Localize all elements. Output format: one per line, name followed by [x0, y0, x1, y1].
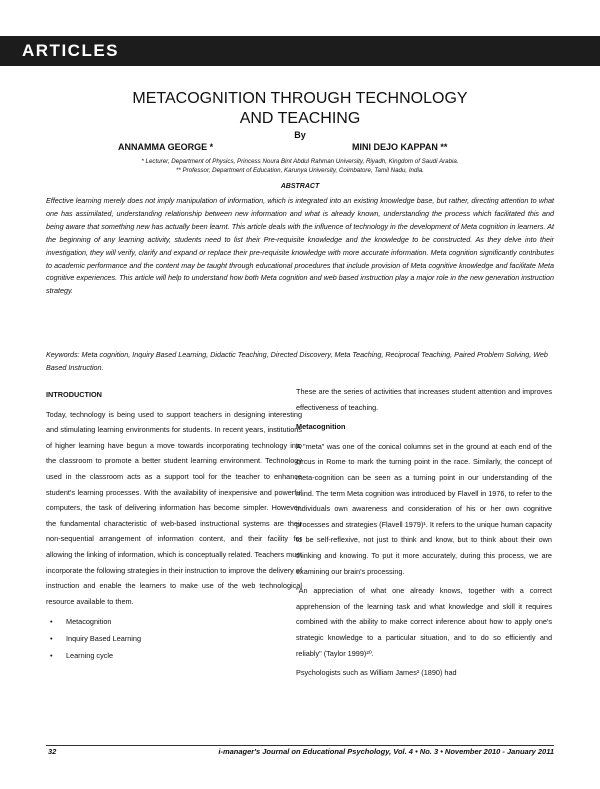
keywords: Keywords: Meta cognition, Inquiry Based Learning, Didactic Teaching, Directed Discovery, Meta Teaching, Reciprocal Teaching, Paired Problem Solving, Web Based Instruction. [46, 350, 548, 372]
footer-divider [46, 745, 554, 746]
author-2: MINI DEJO KAPPAN ** [352, 142, 448, 152]
left-column [46, 387, 302, 664]
list-item: • Inquiry Based Learning [46, 630, 302, 647]
affiliation-2: ** Professor, Department of Education, Karunya University, Coimbatore, Tamil Nadu, India. [176, 167, 424, 174]
section-label: ARTICLES [22, 41, 119, 60]
abstract-heading: ABSTRACT [280, 183, 320, 190]
section-heading-introduction: INTRODUCTION [46, 390, 102, 399]
metacognition-paragraph: A "meta" was one of the conical columns set in the ground at each end of the circus in Rome to mark the turning point in the race. Similarly, the concept of meta-cognition can be seen as a turning point in our understanding of the mind. The term Meta cognition was introduced by Flavell in 1976, to refer to the individuals own awareness and consideration of his or her own cognitive processes and strategies (Flavell 1979)¹. It refers to the unique human capacity to be self-reflexive, not just to think and know, but to think about their own thinking and knowing. To put it more accurately, during this process, we are examining our brain's processing. [296, 441, 552, 576]
taylor-quote: "An appreciation of what one already knows, together with a correct apprehension of the learning task and what knowledge and skill it requires combined with the ability to make correct inference about how to apply one's strategic knowledge to a particular situation, and to do so efficiently and reliably" (Taylor 1999)²⁰. [296, 586, 552, 658]
list-item: • Learning cycle [46, 647, 302, 664]
affiliation-1: * Lecturer, Department of Physics, Princess Noura Bint Abdul Rahman University, Riyadh, Kingdom of Saudi Arabia. [141, 158, 459, 165]
introduction-paragraph: Today, technology is being used to support teachers in designing interesting and stimulating learning environments for students. In recent years, institutions of higher learning have begun a move towards incorporating technology into the classroom to promote a better student learning environment. Technology used in the classroom acts as a support tool for the teacher to enhance student's learning processes. With the availability of inexpensive and powerful computers, the task of delivering information has become simpler. However, the fundamental characteristic of web-based instructional systems are their non-sequential arrangement of information content, and their facility for allowing the linking of information, which is conceptually related. Teachers must incorporate the following strategies in their instruction to improve the delivery of instruction and enable the learners to make use of the web technological resource available to them. [46, 409, 302, 606]
journal-citation: i-manager's Journal on Educational Psychology, Vol. 4 • No. 3 • November 2010 - January 2011 [218, 747, 554, 756]
intro-continuation: These are the series of activities that increases student attention and improves effectiveness of teaching. [296, 387, 552, 412]
page-number: 32 [48, 747, 57, 756]
abstract-text: Effective learning merely does not imply manipulation of information, which is integrated into an existing knowledge base, but rather, directing attention to what one has assimilated, understanding relationship between new information and what is already known, understanding the process which facilitated this and being aware that something new has actually been learnt. This article deals with the influence of technology in the development of Meta cognition in learners. At the beginning of any learning activity, students need to list their Pre-requisite knowledge and the knowledge to be constructed. As they delve into their investigation, they will verify, clarify and expand or replace their pre-requisite knowledge with more accurate information. Meta cognition significantly contributes to academic performance and the content may be taught through educational procedures that include provision of Meta cognitive knowledge and facilitate Meta cognitive experiences. This article will help to understand how both Meta cognition and web based instruction play a major role in the new generation instruction strategy. [46, 196, 554, 296]
list-item: • Metacognition [46, 613, 302, 630]
right-column [296, 384, 552, 685]
section-banner [0, 36, 600, 66]
author-1: ANNAMMA GEORGE * [118, 142, 214, 152]
byline: By [294, 130, 306, 140]
section-heading-metacognition: Metacognition [296, 422, 346, 432]
strategy-list [46, 613, 302, 664]
psychologists-paragraph: Psychologists such as William James² (1890) had [296, 668, 457, 678]
article-title-line-1: METACOGNITION THROUGH TECHNOLOGY [132, 90, 468, 107]
article-title-line-2: AND TEACHING [239, 110, 361, 127]
